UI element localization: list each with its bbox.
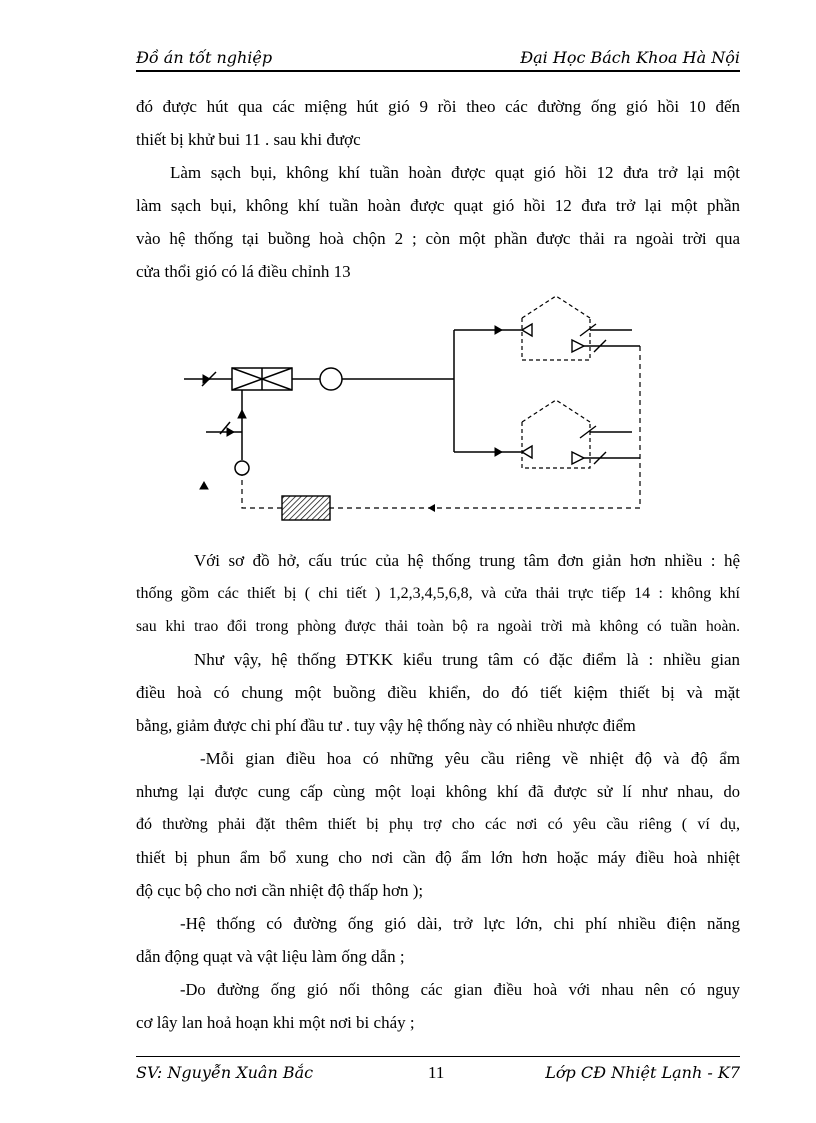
page-number: 11 (428, 1063, 445, 1082)
text-line: đó thường phải đặt thêm thiết bị phụ trợ cho các nơi có yêu cầu riêng ( ví dụ, (136, 816, 740, 833)
arrow-icon (495, 448, 502, 456)
exhaust-grille-icon (572, 452, 584, 464)
text-line: sau khi trao đổi trong phòng được thải toàn bộ ra ngoài trời mà không có tuần hoàn. (136, 618, 740, 635)
arrow-icon (428, 504, 435, 512)
supply-fan-icon (320, 368, 342, 390)
arrow-icon (495, 326, 502, 334)
text-line: độ cục bộ cho nơi cần nhiệt độ thấp hơn ); (136, 881, 424, 900)
page-footer (136, 1056, 740, 1087)
footer-author: SV: Nguyễn Xuân Bắc (136, 1063, 314, 1082)
text-line: Như vậy, hệ thống ĐTKK kiểu trung tâm có đặc điểm là : nhiều gian (194, 650, 740, 669)
header-left: Đồ án tốt nghiệp (136, 48, 273, 67)
header-right: Đại Học Bách Khoa Hà Nội (520, 48, 740, 67)
dust-filter (282, 496, 330, 520)
text-line: cửa thổi gió có lá điều chỉnh 13 (136, 262, 351, 281)
supply-diffuser-icon (522, 324, 532, 336)
text-line: thiết bị khử bui 11 . sau khi được (136, 130, 361, 149)
text-line: nhưng lại được cung cấp cùng một loại không khí đã được sử lí như nhau, do (136, 782, 740, 801)
supply-diffuser-icon (522, 446, 532, 458)
page-header (136, 44, 740, 72)
text-line: Làm sạch bụi, không khí tuần hoàn được quạt gió hồi 12 đưa trở lại một (170, 163, 740, 182)
text-line: -Mỗi gian điều hoa có những yêu cầu riêng về nhiệt độ và độ ẩm (200, 749, 740, 768)
text-line: Với sơ đồ hở, cấu trúc của hệ thống trung tâm đơn giản hơn nhiều : hệ (194, 551, 740, 570)
arrow-icon (227, 428, 234, 436)
arrow-icon (200, 482, 208, 489)
text-line: -Hệ thống có đường ống gió dài, trở lực lớn, chi phí nhiều điện năng (180, 914, 740, 933)
return-fan-icon (235, 461, 249, 475)
text-line: đó được hút qua các miệng hút gió 9 rồi theo các đường ống gió hồi 10 đến (136, 97, 740, 116)
text-line: làm sạch bụi, không khí tuần hoàn được quạt gió hồi 12 đưa trở lại một phần (136, 196, 740, 215)
arrow-icon (238, 410, 246, 418)
text-line: vào hệ thống tại buồng hoà chộn 2 ; còn một phần được thải ra ngoài trời qua (136, 229, 740, 248)
text-line: dẫn động quạt và vật liệu làm ống dẫn ; (136, 947, 405, 966)
hvac-schematic-diagram (170, 282, 650, 528)
text-line: cơ lây lan hoả hoạn khi một nơi bi cháy ; (136, 1013, 415, 1032)
exhaust-grille-icon (572, 340, 584, 352)
footer-class: Lớp CĐ Nhiệt Lạnh - K7 (545, 1063, 740, 1082)
text-line: thống gồm các thiết bị ( chi tiết ) 1,2,3,4,5,6,8, và cửa thải trực tiếp 14 : không khí (136, 585, 740, 602)
text-line: thiết bị phun ẩm bổ xung cho nơi cần độ ẩm lớn hơn hoặc máy điều hoà nhiệt (136, 848, 740, 867)
return-duct (242, 346, 640, 508)
text-line: -Do đường ống gió nối thông các gian điều hoà với nhau nên có nguy (180, 980, 740, 999)
text-line: bằng, giảm được chi phí đầu tư . tuy vậy hệ thống này có nhiều nhược điểm (136, 716, 636, 735)
text-line: điều hoà có chung một buồng điều khiển, do đó tiết kiệm thiết bị và mặt (136, 683, 740, 702)
